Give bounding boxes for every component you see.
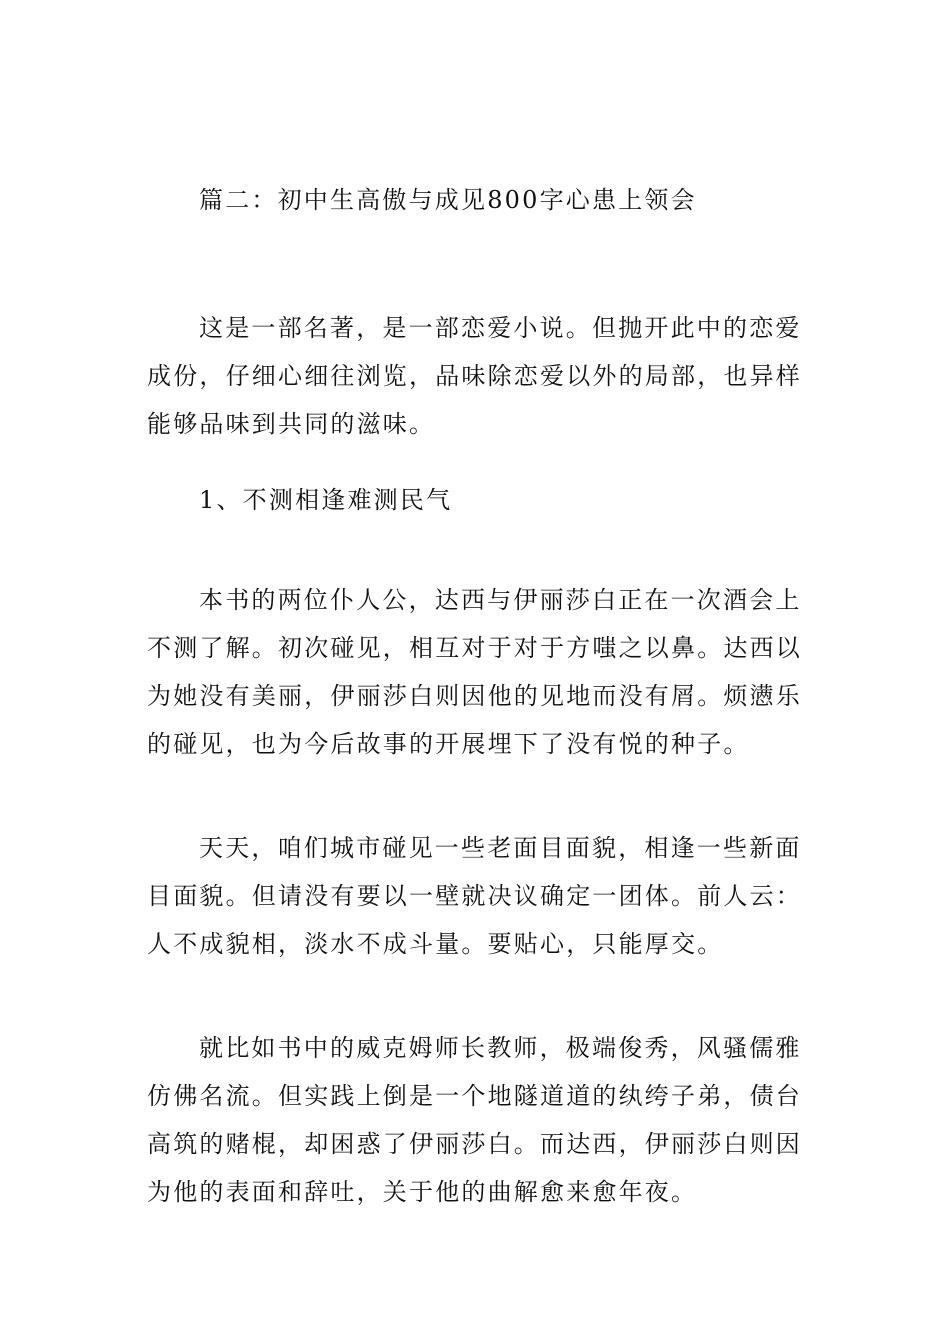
section-title (147, 176, 807, 224)
paragraph-line: 能够品味到共同的滋味。 (147, 410, 436, 438)
paragraph-line: 人不成貌相，淡水不成斗量。要贴心，只能厚交。 (147, 930, 724, 958)
paragraph-line: 成份，仔细心细往浏览，品味除恋爱以外的局部，也异样 (147, 362, 802, 390)
paragraph-line: 目面貌。但请没有要以一壁就决议确定一团体。前人云： (147, 882, 802, 910)
paragraph-line: 仿佛名流。但实践上倒是一个地隧道道的纨绔子弟，债台 (147, 1082, 802, 1110)
intro-paragraph (147, 304, 807, 448)
paragraph-line: 高筑的赌棍，却困惑了伊丽莎白。而达西，伊丽莎白则因 (147, 1130, 802, 1158)
paragraph-line: 为她没有美丽，伊丽莎白则因他的见地而没有屑。烦懑乐 (147, 682, 802, 710)
body-paragraph (147, 1024, 807, 1216)
subheading (147, 476, 807, 524)
section-title-text: 篇二：初中生高傲与成见800字心患上领会 (199, 186, 697, 214)
paragraph-line: 就比如书中的威克姆师长教师，极端俊秀，风骚儒雅 (199, 1034, 802, 1062)
paragraph-line: 不测了解。初次碰见，相互对于对于方嗤之以鼻。达西以 (147, 634, 802, 662)
subheading-text: 1、不测相逢难测民气 (199, 486, 453, 514)
paragraph-line: 为他的表面和辞吐，关于他的曲解愈来愈年夜。 (147, 1178, 698, 1206)
body-paragraph (147, 824, 807, 968)
paragraph-line: 本书的两位仆人公，达西与伊丽莎白正在一次酒会上 (199, 586, 802, 614)
paragraph-line: 的碰见，也为今后故事的开展埋下了没有悦的种子。 (147, 730, 750, 758)
body-paragraph (147, 576, 807, 768)
paragraph-line: 这是一部名著，是一部恋爱小说。但抛开此中的恋爱 (199, 314, 802, 342)
paragraph-line: 天天，咱们城市碰见一些老面目面貌，相逢一些新面 (199, 834, 802, 862)
